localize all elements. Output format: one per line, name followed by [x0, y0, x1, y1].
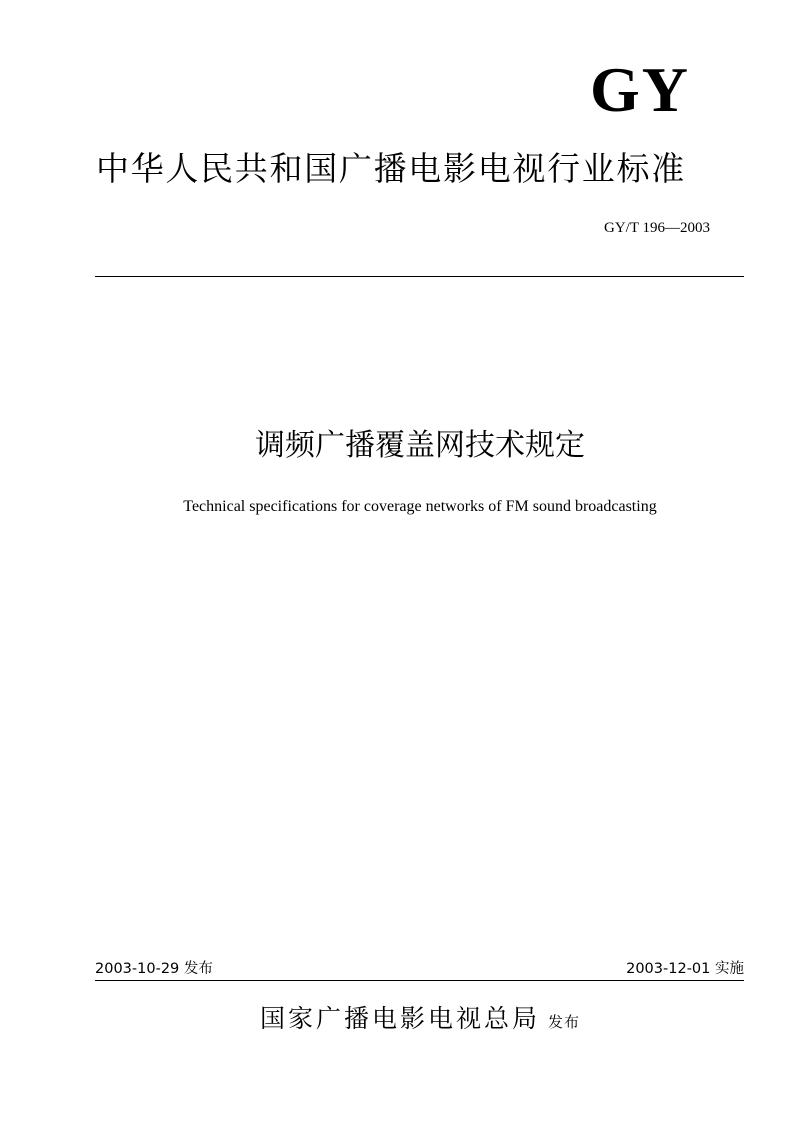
- document-title: 调频广播覆盖网技术规定: [255, 428, 585, 463]
- issuer-suffix: 发布: [548, 1013, 581, 1031]
- industry-standard-title: 中华人民共和国广播电影电视行业标准: [96, 149, 686, 188]
- issuer-line: [0, 1000, 800, 1041]
- issuer-name: 国家广播电影电视总局: [259, 1004, 540, 1033]
- footer-divider: [95, 980, 744, 981]
- document-subtitle-english: Technical specifications for coverage networks of FM sound broadcasting: [183, 498, 657, 515]
- publication-date: 2003-10-29 发布: [95, 961, 213, 977]
- implementation-date: 2003-12-01 实施: [626, 961, 744, 977]
- header-divider: [95, 276, 744, 277]
- gy-logo: GY: [590, 54, 690, 125]
- standard-number: GY/T 196—2003: [604, 220, 710, 236]
